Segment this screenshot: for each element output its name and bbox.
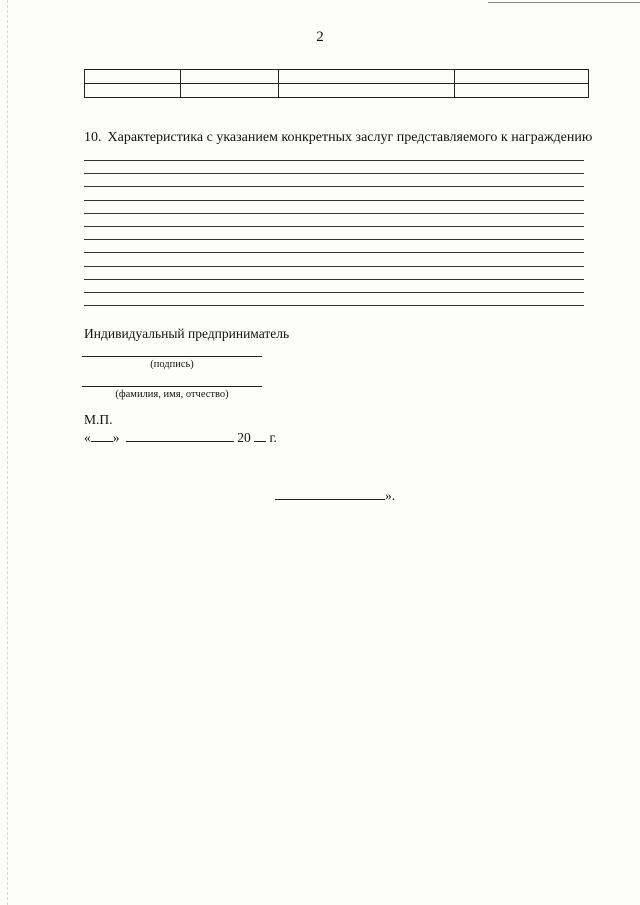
table-cell[interactable] (279, 70, 455, 84)
table-row (85, 70, 589, 84)
blank-write-line[interactable] (84, 186, 584, 187)
table-cell[interactable] (279, 84, 455, 98)
table-cell[interactable] (85, 84, 181, 98)
blank-write-line[interactable] (84, 226, 584, 227)
month-blank[interactable] (126, 429, 234, 442)
section-number: 10. (84, 130, 102, 145)
table-row (85, 84, 589, 98)
top-edge-rule (488, 2, 640, 3)
blank-write-line[interactable] (84, 279, 584, 280)
blank-write-line[interactable] (84, 266, 584, 267)
closing-blank[interactable] (275, 487, 385, 500)
table-cell[interactable] (85, 70, 181, 84)
blank-write-line[interactable] (84, 200, 584, 201)
section-title: Характеристика с указанием конкретных заслуг представляемого к награждению (107, 130, 593, 145)
scan-edge-mark (7, 0, 8, 905)
day-blank[interactable] (91, 429, 113, 442)
stamp-place-label: М.П. (84, 412, 113, 427)
full-name-caption: (фамилия, имя, отчество) (115, 389, 229, 400)
page-number: 2 (316, 29, 324, 45)
form-table (84, 69, 589, 98)
year-blank[interactable] (254, 429, 266, 442)
table-cell[interactable] (455, 84, 589, 98)
blank-write-line[interactable] (84, 252, 584, 253)
signature-caption: (подпись) (150, 359, 194, 370)
date-row (84, 429, 277, 446)
characteristic-blank-lines[interactable] (84, 160, 584, 318)
signature-line[interactable] (82, 356, 262, 357)
date-open-quote: « (84, 430, 91, 445)
date-close-quote: » (112, 430, 120, 445)
full-name-line[interactable] (82, 386, 262, 387)
blank-write-line[interactable] (84, 160, 584, 161)
blank-write-line[interactable] (84, 173, 584, 174)
blank-write-line[interactable] (84, 305, 584, 306)
closing-line (275, 487, 395, 504)
table-cell[interactable] (181, 84, 279, 98)
section-10-heading (84, 130, 593, 146)
role-label: Индивидуальный предприниматель (84, 326, 290, 341)
blank-write-line[interactable] (84, 292, 584, 293)
year-prefix: 20 (237, 430, 251, 445)
table-cell[interactable] (181, 70, 279, 84)
blank-write-line[interactable] (84, 213, 584, 214)
year-suffix: г. (269, 430, 277, 445)
table-cell[interactable] (455, 70, 589, 84)
blank-write-line[interactable] (84, 239, 584, 240)
closing-suffix: ». (385, 488, 396, 503)
